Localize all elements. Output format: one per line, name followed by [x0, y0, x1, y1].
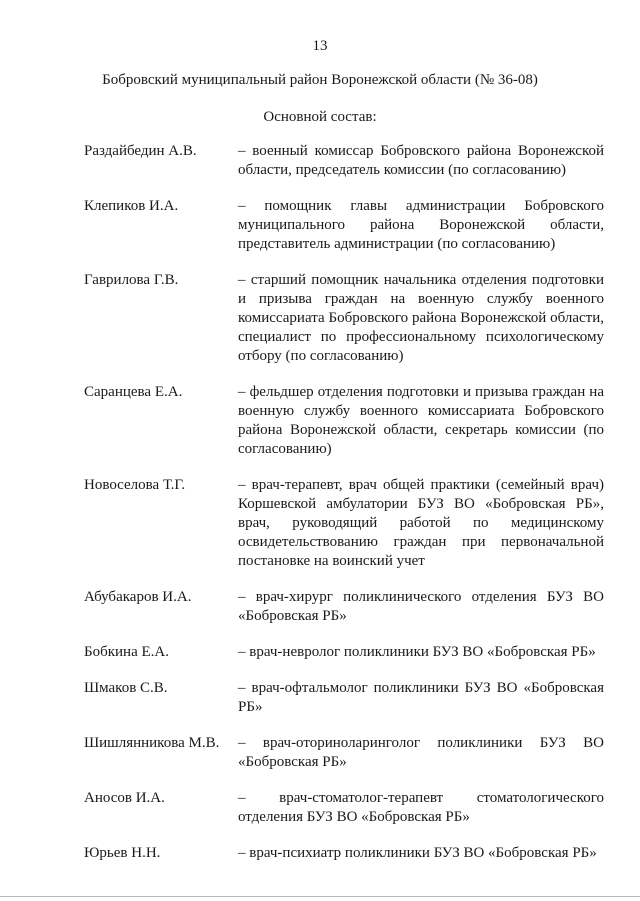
member-row — [84, 789, 604, 827]
member-row — [84, 197, 604, 254]
member-role: – фельдшер отделения подготовки и призыва граждан на военную службу военного комиссариата Бобровского района Воронежской области, секретарь комиссии (по согласованию) — [238, 384, 604, 457]
member-row — [84, 271, 604, 366]
member-row — [84, 142, 604, 180]
member-row — [84, 844, 604, 863]
member-name: Юрьев Н.Н. — [84, 845, 161, 861]
member-role: – врач-стоматолог-терапевт стоматологического отделения БУЗ ВО «Бобровская РБ» — [238, 790, 604, 825]
member-role: – врач-офтальмолог поликлиники БУЗ ВО «Бобровская РБ» — [238, 680, 604, 715]
member-role: – врач-хирург поликлинического отделения БУЗ ВО «Бобровская РБ» — [238, 589, 604, 624]
member-name: Абубакаров И.А. — [84, 589, 192, 605]
member-role: – врач-терапевт, врач общей практики (семейный врач) Коршевской амбулатории БУЗ ВО «Бобровская РБ», врач, руководящий работой по медицинскому освидетельствованию граждан при первоначальной постановке на воинский учет — [238, 477, 604, 569]
member-role: – военный комиссар Бобровского района Воронежской области, председатель комиссии (по согласованию) — [238, 143, 604, 178]
region-title: Бобровский муниципальный район Воронежской области (№ 36-08) — [102, 72, 538, 88]
member-role: – старший помощник начальника отделения подготовки и призыва граждан на военную службу военного комиссариата Бобровского района Воронежской области, специалист по профессиональному психологическому отбору (по согласованию) — [238, 272, 604, 364]
page-bottom-divider — [0, 896, 640, 897]
member-row — [84, 588, 604, 626]
member-name: Клепиков И.А. — [84, 198, 179, 214]
page-number: 13 — [312, 38, 328, 54]
member-role: – врач-психиатр поликлиники БУЗ ВО «Бобровская РБ» — [238, 845, 597, 861]
member-row — [84, 476, 604, 571]
member-name: Аносов И.А. — [84, 790, 165, 806]
member-name: Раздайбедин А.В. — [84, 143, 197, 159]
member-role: – помощник главы администрации Бобровского муниципального района Воронежской области, представитель администрации (по согласованию) — [238, 198, 604, 252]
member-role: – врач-оториноларинголог поликлиники БУЗ ВО «Бобровская РБ» — [238, 735, 604, 770]
member-name: Гаврилова Г.В. — [84, 272, 179, 288]
member-name: Новоселова Т.Г. — [84, 477, 186, 493]
member-name: Шишлянникова М.В. — [84, 735, 220, 751]
member-name: Шмаков С.В. — [84, 680, 168, 696]
section-title: Основной состав: — [263, 109, 377, 125]
member-row — [84, 643, 604, 662]
member-name: Бобкина Е.А. — [84, 644, 169, 660]
member-row — [84, 734, 604, 772]
member-role: – врач-невролог поликлиники БУЗ ВО «Бобровская РБ» — [238, 644, 596, 660]
member-row — [84, 383, 604, 459]
member-list — [84, 142, 604, 880]
member-name: Саранцева Е.А. — [84, 384, 183, 400]
member-row — [84, 679, 604, 717]
